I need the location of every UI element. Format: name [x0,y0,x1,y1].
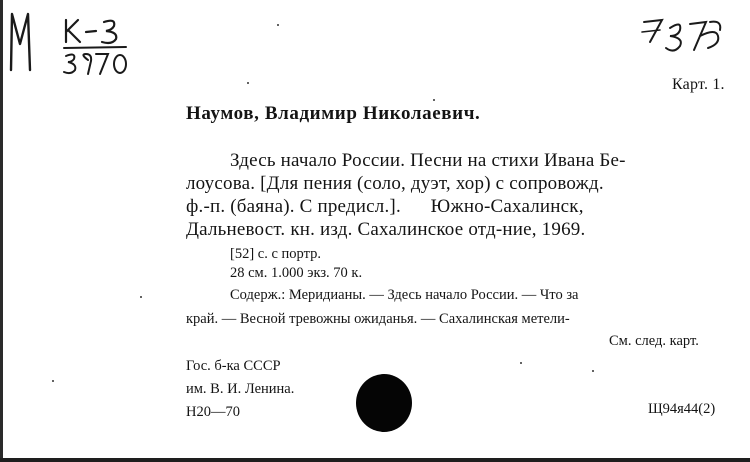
handwritten-letter-m [4,6,38,76]
card-number: Карт. 1. [672,76,725,93]
title-line-1: Здесь начало России. Песни на стихи Ивана Бе- [230,150,626,171]
speck [140,296,142,298]
speck [592,370,594,372]
author-heading: Наумов, Владимир Николаевич. [186,103,481,124]
title-line-3: ф.-п. (баяна). С предисл.]. Южно-Сахалинск, [186,196,584,217]
card-bottom-edge [0,458,750,462]
speck [52,380,54,382]
speck [433,99,435,101]
handwritten-shelfmark [60,14,140,80]
library-line-3: Н20—70 [186,404,240,420]
library-line-1: Гос. б-ка СССР [186,358,281,374]
title-line-2: лоусова. [Для пения (соло, дуэт, хор) с сопровожд. [186,173,604,194]
contents-line-1: Содерж.: Меридианы. — Здесь начало России. — Что за [230,287,579,303]
size-edition-price-line: 28 см. 1.000 экз. 70 к. [230,265,363,281]
speck [277,24,279,26]
speck [247,82,249,84]
continuation-note: См. след. карт. [609,333,699,349]
pagination-line: [52] с. с портр. [230,246,321,262]
library-line-2: им. В. И. Ленина. [186,381,295,397]
handwritten-top-right-mark [640,14,726,58]
punch-hole [356,374,412,432]
card-left-edge [0,0,3,462]
speck [520,362,522,364]
catalog-code: Щ94я44(2) [648,401,716,417]
contents-line-2: край. — Весной тревожны ожиданья. — Сахалинская метели- [186,311,570,327]
title-line-4: Дальневост. кн. изд. Сахалинское отд-ние, 1969. [186,219,586,240]
